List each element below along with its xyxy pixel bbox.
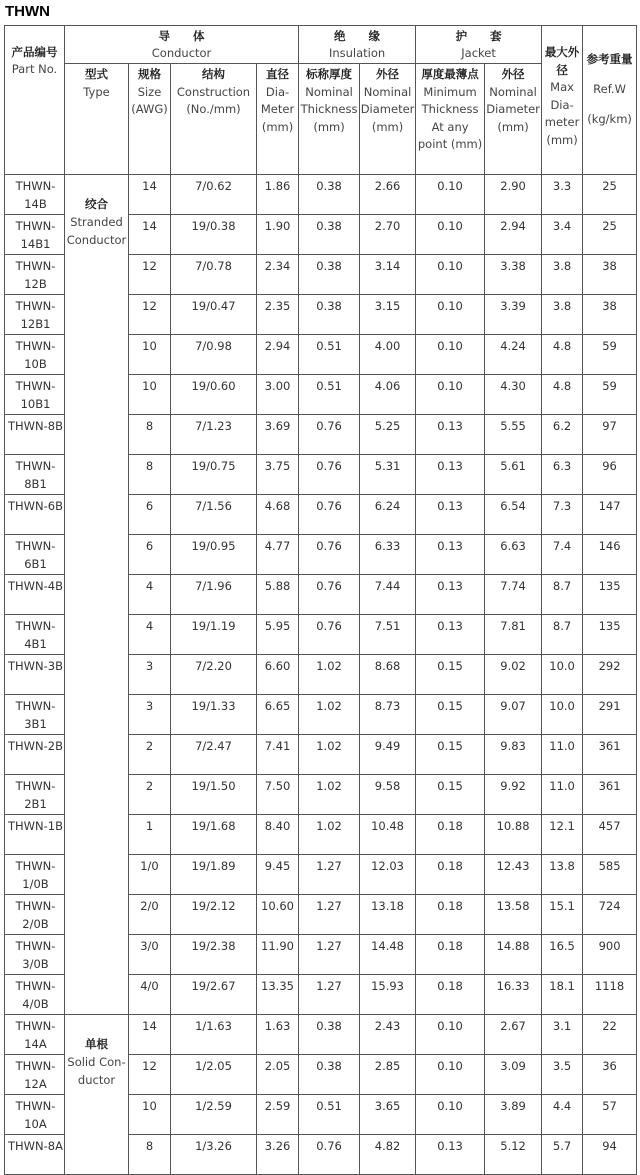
weight-cell: 57 — [583, 1095, 637, 1135]
jacket-diameter-cell: 9.07 — [485, 695, 542, 735]
jacket-diameter-cell: 3.89 — [485, 1095, 542, 1135]
insulation-diameter-cell: 9.49 — [360, 735, 416, 775]
jacket-thickness-cell: 0.10 — [416, 175, 485, 215]
part-no-cell: THWN-2/0B — [5, 895, 65, 935]
header-jacket: 护 套 Jacket — [416, 26, 542, 64]
max-diameter-cell: 6.3 — [542, 455, 583, 495]
jacket-diameter-cell: 5.55 — [485, 415, 542, 455]
max-diameter-cell: 11.0 — [542, 735, 583, 775]
conductor-diameter-cell: 5.88 — [257, 575, 299, 615]
type-label-en: Solid Con-ductor — [67, 1055, 126, 1087]
header-max-diameter: 最大外径 Max Dia-meter (mm) — [542, 26, 583, 175]
conductor-diameter-cell: 1.90 — [257, 215, 299, 255]
construction-cell: 1/2.59 — [171, 1095, 257, 1135]
header-size: 规格 Size (AWG) — [129, 64, 171, 175]
insulation-thickness-cell: 1.02 — [299, 655, 360, 695]
insulation-thickness-cell: 1.02 — [299, 775, 360, 815]
construction-cell: 19/2.12 — [171, 895, 257, 935]
jacket-thickness-cell: 0.13 — [416, 495, 485, 535]
conductor-diameter-cell: 11.90 — [257, 935, 299, 975]
construction-cell: 19/0.60 — [171, 375, 257, 415]
insulation-diameter-cell: 3.14 — [360, 255, 416, 295]
size-cell: 3 — [129, 655, 171, 695]
jacket-diameter-cell: 7.74 — [485, 575, 542, 615]
insulation-diameter-cell: 6.24 — [360, 495, 416, 535]
max-diameter-cell: 10.0 — [542, 655, 583, 695]
max-diameter-cell: 13.8 — [542, 855, 583, 895]
insulation-diameter-cell: 3.65 — [360, 1095, 416, 1135]
header-conductor: 导 体 Conductor — [65, 26, 299, 64]
conductor-diameter-cell: 2.34 — [257, 255, 299, 295]
weight-cell: 146 — [583, 535, 637, 575]
insulation-diameter-cell: 2.70 — [360, 215, 416, 255]
type-label-cn: 绞合 — [85, 197, 108, 211]
header-construction: 结构 Construction (No./mm) — [171, 64, 257, 175]
insulation-thickness-cell: 0.76 — [299, 535, 360, 575]
conductor-diameter-cell: 13.35 — [257, 975, 299, 1015]
part-no-cell: THWN-14B1 — [5, 215, 65, 255]
insulation-thickness-cell: 0.76 — [299, 495, 360, 535]
spec-table — [4, 25, 637, 1175]
conductor-diameter-cell: 9.45 — [257, 855, 299, 895]
construction-cell: 7/1.23 — [171, 415, 257, 455]
insulation-diameter-cell: 4.06 — [360, 375, 416, 415]
weight-cell: 147 — [583, 495, 637, 535]
jacket-diameter-cell: 9.02 — [485, 655, 542, 695]
insulation-thickness-cell: 0.76 — [299, 575, 360, 615]
construction-cell: 19/2.67 — [171, 975, 257, 1015]
max-diameter-cell: 16.5 — [542, 935, 583, 975]
insulation-diameter-cell: 13.18 — [360, 895, 416, 935]
weight-cell: 292 — [583, 655, 637, 695]
jacket-thickness-cell: 0.10 — [416, 1055, 485, 1095]
insulation-diameter-cell: 4.00 — [360, 335, 416, 375]
size-cell: 14 — [129, 1015, 171, 1055]
construction-cell: 19/1.89 — [171, 855, 257, 895]
max-diameter-cell: 15.1 — [542, 895, 583, 935]
insulation-thickness-cell: 0.51 — [299, 375, 360, 415]
construction-cell: 7/0.62 — [171, 175, 257, 215]
conductor-diameter-cell: 2.35 — [257, 295, 299, 335]
jacket-diameter-cell: 6.63 — [485, 535, 542, 575]
max-diameter-cell: 4.8 — [542, 335, 583, 375]
header-part-no: 产品编号 Part No. — [5, 26, 65, 175]
jacket-diameter-cell: 3.09 — [485, 1055, 542, 1095]
max-diameter-cell: 10.0 — [542, 695, 583, 735]
max-diameter-cell: 3.8 — [542, 295, 583, 335]
size-cell: 10 — [129, 1095, 171, 1135]
jacket-thickness-cell: 0.13 — [416, 615, 485, 655]
insulation-thickness-cell: 0.38 — [299, 1015, 360, 1055]
header-jacket-diameter: 外径 Nominal Diameter (mm) — [485, 64, 542, 175]
insulation-thickness-cell: 0.76 — [299, 1135, 360, 1175]
part-no-cell: THWN-4/0B — [5, 975, 65, 1015]
jacket-diameter-cell: 4.24 — [485, 335, 542, 375]
insulation-thickness-cell: 1.27 — [299, 975, 360, 1015]
size-cell: 10 — [129, 335, 171, 375]
max-diameter-cell: 4.8 — [542, 375, 583, 415]
insulation-diameter-cell: 12.03 — [360, 855, 416, 895]
type-label-cn: 单根 — [85, 1037, 108, 1051]
insulation-diameter-cell: 5.25 — [360, 415, 416, 455]
conductor-diameter-cell: 5.95 — [257, 615, 299, 655]
insulation-thickness-cell: 1.27 — [299, 855, 360, 895]
insulation-diameter-cell: 7.51 — [360, 615, 416, 655]
part-no-cell: THWN-1B — [5, 815, 65, 855]
size-cell: 8 — [129, 1135, 171, 1175]
part-no-cell: THWN-12A — [5, 1055, 65, 1095]
table-row — [5, 175, 637, 215]
insulation-diameter-cell: 2.43 — [360, 1015, 416, 1055]
jacket-thickness-cell: 0.13 — [416, 1135, 485, 1175]
insulation-diameter-cell: 2.85 — [360, 1055, 416, 1095]
weight-cell: 900 — [583, 935, 637, 975]
max-diameter-cell: 18.1 — [542, 975, 583, 1015]
size-cell: 3 — [129, 695, 171, 735]
size-cell: 4 — [129, 575, 171, 615]
max-diameter-cell: 7.4 — [542, 535, 583, 575]
size-cell: 14 — [129, 175, 171, 215]
conductor-diameter-cell: 4.68 — [257, 495, 299, 535]
weight-cell: 59 — [583, 335, 637, 375]
jacket-diameter-cell: 3.38 — [485, 255, 542, 295]
type-cell-solid — [65, 1015, 129, 1175]
insulation-thickness-cell: 0.38 — [299, 1055, 360, 1095]
jacket-thickness-cell: 0.18 — [416, 975, 485, 1015]
part-no-cell: THWN-2B — [5, 735, 65, 775]
conductor-diameter-cell: 2.94 — [257, 335, 299, 375]
jacket-thickness-cell: 0.13 — [416, 455, 485, 495]
weight-cell: 724 — [583, 895, 637, 935]
insulation-diameter-cell: 4.82 — [360, 1135, 416, 1175]
construction-cell: 7/0.78 — [171, 255, 257, 295]
weight-cell: 38 — [583, 295, 637, 335]
jacket-thickness-cell: 0.18 — [416, 895, 485, 935]
jacket-thickness-cell: 0.15 — [416, 775, 485, 815]
size-cell: 8 — [129, 455, 171, 495]
jacket-thickness-cell: 0.18 — [416, 935, 485, 975]
weight-cell: 135 — [583, 615, 637, 655]
header-insulation-diameter: 外径 Nominal Diameter (mm) — [360, 64, 416, 175]
conductor-diameter-cell: 4.77 — [257, 535, 299, 575]
size-cell: 12 — [129, 1055, 171, 1095]
jacket-thickness-cell: 0.10 — [416, 215, 485, 255]
weight-cell: 96 — [583, 455, 637, 495]
size-cell: 8 — [129, 415, 171, 455]
construction-cell: 19/1.68 — [171, 815, 257, 855]
part-no-cell: THWN-14A — [5, 1015, 65, 1055]
weight-cell: 94 — [583, 1135, 637, 1175]
insulation-thickness-cell: 0.76 — [299, 615, 360, 655]
construction-cell: 1/3.26 — [171, 1135, 257, 1175]
insulation-thickness-cell: 0.51 — [299, 1095, 360, 1135]
size-cell: 2 — [129, 775, 171, 815]
weight-cell: 25 — [583, 175, 637, 215]
weight-cell: 97 — [583, 415, 637, 455]
header-weight: 参考重量 Ref.W (kg/km) — [583, 26, 637, 175]
conductor-diameter-cell: 6.60 — [257, 655, 299, 695]
size-cell: 2/0 — [129, 895, 171, 935]
size-cell: 4 — [129, 615, 171, 655]
type-label-en: Stranded Conductor — [66, 215, 127, 247]
insulation-thickness-cell: 1.27 — [299, 935, 360, 975]
part-no-cell: THWN-10B1 — [5, 375, 65, 415]
construction-cell: 19/0.47 — [171, 295, 257, 335]
part-no-cell: THWN-8A — [5, 1135, 65, 1175]
jacket-diameter-cell: 5.12 — [485, 1135, 542, 1175]
conductor-diameter-cell: 3.00 — [257, 375, 299, 415]
part-no-cell: THWN-6B1 — [5, 535, 65, 575]
part-no-cell: THWN-3B1 — [5, 695, 65, 735]
max-diameter-cell: 3.8 — [542, 255, 583, 295]
conductor-diameter-cell: 3.75 — [257, 455, 299, 495]
max-diameter-cell: 3.5 — [542, 1055, 583, 1095]
max-diameter-cell: 7.3 — [542, 495, 583, 535]
insulation-thickness-cell: 1.02 — [299, 735, 360, 775]
insulation-thickness-cell: 0.38 — [299, 295, 360, 335]
weight-cell: 38 — [583, 255, 637, 295]
max-diameter-cell: 12.1 — [542, 815, 583, 855]
max-diameter-cell: 4.4 — [542, 1095, 583, 1135]
weight-cell: 291 — [583, 695, 637, 735]
construction-cell: 1/1.63 — [171, 1015, 257, 1055]
conductor-diameter-cell: 7.41 — [257, 735, 299, 775]
construction-cell: 19/1.19 — [171, 615, 257, 655]
header-insulation-thickness: 标称厚度 Nominal Thickness (mm) — [299, 64, 360, 175]
construction-cell: 7/2.20 — [171, 655, 257, 695]
page-title: THWN — [5, 3, 50, 20]
construction-cell: 19/0.95 — [171, 535, 257, 575]
construction-cell: 19/2.38 — [171, 935, 257, 975]
header-insulation: 绝 缘 Insulation — [299, 26, 416, 64]
jacket-thickness-cell: 0.10 — [416, 1095, 485, 1135]
jacket-diameter-cell: 13.58 — [485, 895, 542, 935]
weight-cell: 22 — [583, 1015, 637, 1055]
size-cell: 6 — [129, 535, 171, 575]
insulation-diameter-cell: 9.58 — [360, 775, 416, 815]
part-no-cell: THWN-14B — [5, 175, 65, 215]
insulation-diameter-cell: 2.66 — [360, 175, 416, 215]
header-conductor-diameter: 直径 Dia-Meter (mm) — [257, 64, 299, 175]
max-diameter-cell: 3.1 — [542, 1015, 583, 1055]
jacket-thickness-cell: 0.15 — [416, 695, 485, 735]
construction-cell: 7/2.47 — [171, 735, 257, 775]
jacket-diameter-cell: 6.54 — [485, 495, 542, 535]
construction-cell: 19/1.50 — [171, 775, 257, 815]
construction-cell: 7/0.98 — [171, 335, 257, 375]
insulation-diameter-cell: 7.44 — [360, 575, 416, 615]
part-no-cell: THWN-12B1 — [5, 295, 65, 335]
construction-cell: 1/2.05 — [171, 1055, 257, 1095]
part-no-cell: THWN-8B — [5, 415, 65, 455]
size-cell: 14 — [129, 215, 171, 255]
part-no-cell: THWN-4B — [5, 575, 65, 615]
jacket-diameter-cell: 2.67 — [485, 1015, 542, 1055]
part-no-cell: THWN-3B — [5, 655, 65, 695]
part-no-cell: THWN-3/0B — [5, 935, 65, 975]
max-diameter-cell: 6.2 — [542, 415, 583, 455]
jacket-diameter-cell: 5.61 — [485, 455, 542, 495]
jacket-thickness-cell: 0.10 — [416, 375, 485, 415]
weight-cell: 59 — [583, 375, 637, 415]
insulation-diameter-cell: 6.33 — [360, 535, 416, 575]
size-cell: 2 — [129, 735, 171, 775]
size-cell: 4/0 — [129, 975, 171, 1015]
jacket-diameter-cell: 12.43 — [485, 855, 542, 895]
size-cell: 1/0 — [129, 855, 171, 895]
construction-cell: 19/0.38 — [171, 215, 257, 255]
table-body — [5, 175, 637, 1175]
insulation-thickness-cell: 0.51 — [299, 335, 360, 375]
part-no-cell: THWN-1/0B — [5, 855, 65, 895]
conductor-diameter-cell: 7.50 — [257, 775, 299, 815]
part-no-cell: THWN-2B1 — [5, 775, 65, 815]
max-diameter-cell: 8.7 — [542, 615, 583, 655]
conductor-diameter-cell: 10.60 — [257, 895, 299, 935]
insulation-diameter-cell: 8.73 — [360, 695, 416, 735]
insulation-thickness-cell: 0.38 — [299, 175, 360, 215]
part-no-cell: THWN-6B — [5, 495, 65, 535]
insulation-diameter-cell: 15.93 — [360, 975, 416, 1015]
max-diameter-cell: 5.7 — [542, 1135, 583, 1175]
conductor-diameter-cell: 6.65 — [257, 695, 299, 735]
jacket-diameter-cell: 7.81 — [485, 615, 542, 655]
conductor-diameter-cell: 8.40 — [257, 815, 299, 855]
insulation-thickness-cell: 1.27 — [299, 895, 360, 935]
size-cell: 12 — [129, 295, 171, 335]
size-cell: 1 — [129, 815, 171, 855]
jacket-thickness-cell: 0.13 — [416, 415, 485, 455]
type-cell-stranded — [65, 175, 129, 1015]
table-row — [5, 1015, 637, 1055]
weight-cell: 1118 — [583, 975, 637, 1015]
jacket-diameter-cell: 10.88 — [485, 815, 542, 855]
insulation-thickness-cell: 1.02 — [299, 815, 360, 855]
construction-cell: 7/1.56 — [171, 495, 257, 535]
size-cell: 10 — [129, 375, 171, 415]
insulation-thickness-cell: 0.38 — [299, 215, 360, 255]
part-no-cell: THWN-10A — [5, 1095, 65, 1135]
insulation-diameter-cell: 3.15 — [360, 295, 416, 335]
insulation-thickness-cell: 1.02 — [299, 695, 360, 735]
size-cell: 3/0 — [129, 935, 171, 975]
conductor-diameter-cell: 3.26 — [257, 1135, 299, 1175]
conductor-diameter-cell: 1.86 — [257, 175, 299, 215]
weight-cell: 361 — [583, 775, 637, 815]
part-no-cell: THWN-8B1 — [5, 455, 65, 495]
jacket-diameter-cell: 16.33 — [485, 975, 542, 1015]
jacket-thickness-cell: 0.10 — [416, 335, 485, 375]
part-no-cell: THWN-4B1 — [5, 615, 65, 655]
header-type: 型式 Type — [65, 64, 129, 175]
weight-cell: 25 — [583, 215, 637, 255]
jacket-diameter-cell: 2.90 — [485, 175, 542, 215]
jacket-thickness-cell: 0.18 — [416, 855, 485, 895]
insulation-thickness-cell: 0.38 — [299, 255, 360, 295]
jacket-thickness-cell: 0.10 — [416, 255, 485, 295]
conductor-diameter-cell: 2.59 — [257, 1095, 299, 1135]
size-cell: 6 — [129, 495, 171, 535]
jacket-thickness-cell: 0.18 — [416, 815, 485, 855]
construction-cell: 7/1.96 — [171, 575, 257, 615]
jacket-diameter-cell: 9.92 — [485, 775, 542, 815]
insulation-diameter-cell: 5.31 — [360, 455, 416, 495]
size-cell: 12 — [129, 255, 171, 295]
jacket-thickness-cell: 0.10 — [416, 1015, 485, 1055]
max-diameter-cell: 11.0 — [542, 775, 583, 815]
construction-cell: 19/1.33 — [171, 695, 257, 735]
jacket-thickness-cell: 0.13 — [416, 535, 485, 575]
part-no-cell: THWN-10B — [5, 335, 65, 375]
weight-cell: 36 — [583, 1055, 637, 1095]
weight-cell: 135 — [583, 575, 637, 615]
max-diameter-cell: 3.3 — [542, 175, 583, 215]
conductor-diameter-cell: 2.05 — [257, 1055, 299, 1095]
weight-cell: 361 — [583, 735, 637, 775]
jacket-thickness-cell: 0.15 — [416, 655, 485, 695]
max-diameter-cell: 3.4 — [542, 215, 583, 255]
jacket-diameter-cell: 14.88 — [485, 935, 542, 975]
jacket-diameter-cell: 9.83 — [485, 735, 542, 775]
jacket-diameter-cell: 2.94 — [485, 215, 542, 255]
weight-cell: 585 — [583, 855, 637, 895]
construction-cell: 19/0.75 — [171, 455, 257, 495]
insulation-thickness-cell: 0.76 — [299, 415, 360, 455]
jacket-thickness-cell: 0.13 — [416, 575, 485, 615]
conductor-diameter-cell: 1.63 — [257, 1015, 299, 1055]
header-jacket-thickness: 厚度最薄点 Minimum Thickness At any point (mm) — [416, 64, 485, 175]
part-no-cell: THWN-12B — [5, 255, 65, 295]
jacket-diameter-cell: 4.30 — [485, 375, 542, 415]
max-diameter-cell: 8.7 — [542, 575, 583, 615]
jacket-thickness-cell: 0.10 — [416, 295, 485, 335]
insulation-diameter-cell: 14.48 — [360, 935, 416, 975]
insulation-diameter-cell: 8.68 — [360, 655, 416, 695]
jacket-diameter-cell: 3.39 — [485, 295, 542, 335]
insulation-diameter-cell: 10.48 — [360, 815, 416, 855]
jacket-thickness-cell: 0.15 — [416, 735, 485, 775]
insulation-thickness-cell: 0.76 — [299, 455, 360, 495]
conductor-diameter-cell: 3.69 — [257, 415, 299, 455]
weight-cell: 457 — [583, 815, 637, 855]
